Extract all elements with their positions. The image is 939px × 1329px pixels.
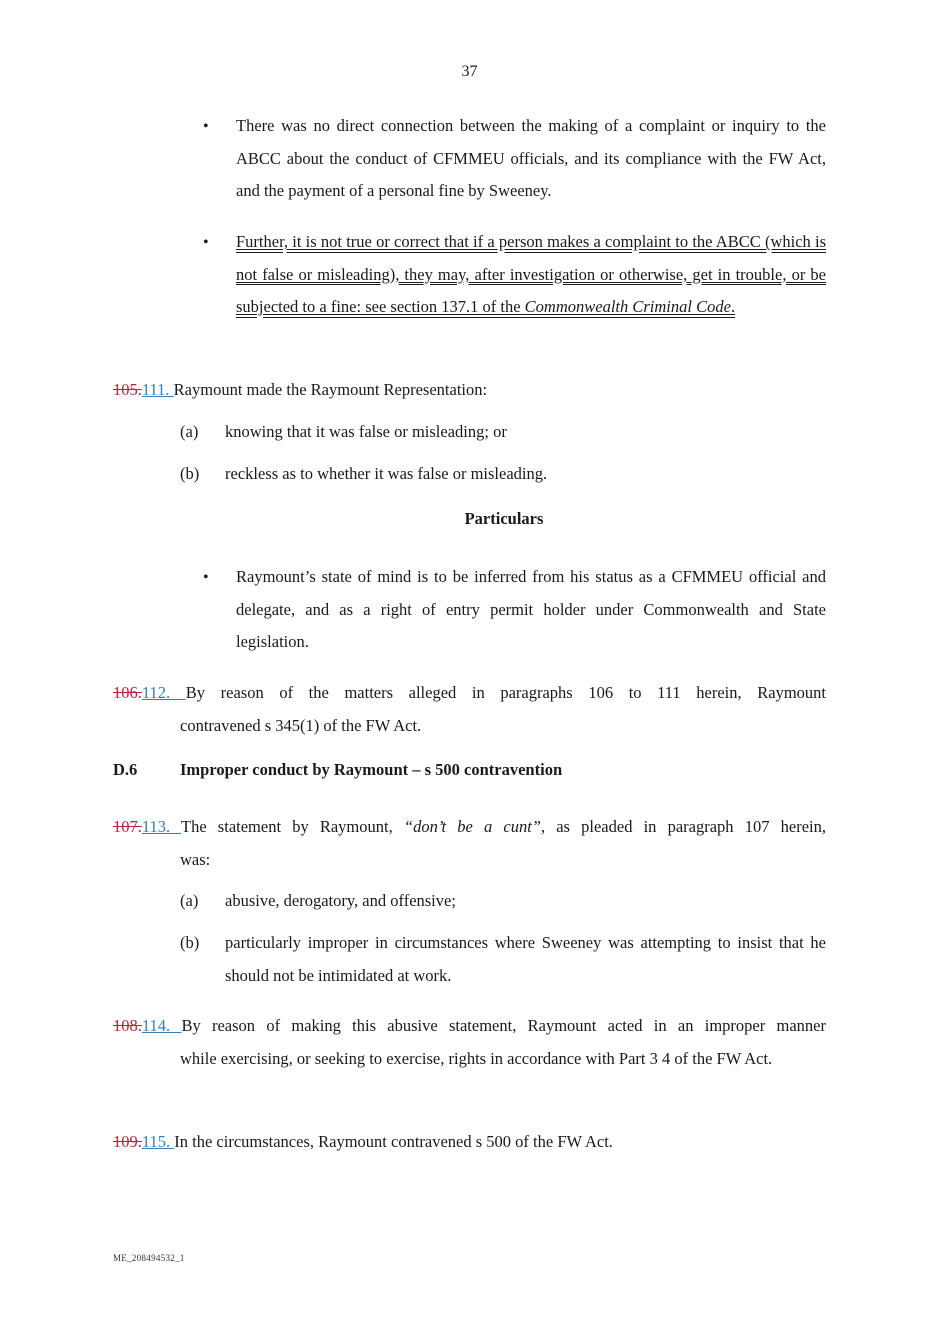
list-item-label: (b) xyxy=(180,933,200,952)
paragraph-114 xyxy=(113,1010,826,1075)
list-item-label: (a) xyxy=(180,422,199,441)
list-item-text: reckless as to whether it was false or misleading. xyxy=(225,464,548,483)
document-reference: ME_208494532_1 xyxy=(113,1253,185,1263)
inserted-paragraph-number: 114. xyxy=(141,1016,182,1035)
inserted-paragraph-number: 115. xyxy=(141,1132,175,1151)
section-title: Improper conduct by Raymount – s 500 contravention xyxy=(180,760,563,779)
paragraph-first-line xyxy=(113,1010,826,1043)
paragraph-text: The statement by Raymount, xyxy=(181,817,404,836)
bullet-icon: • xyxy=(203,118,209,135)
paragraph-continuation: was: xyxy=(180,849,211,869)
paragraph-text: In the circumstances, Raymount contravened s 500 of the FW Act. xyxy=(174,1132,613,1151)
deleted-paragraph-number: 109. xyxy=(113,1132,142,1151)
paragraph-text-end: , as pleaded in paragraph 107 herein, xyxy=(540,817,826,836)
inserted-paragraph-number: 112. xyxy=(141,683,186,702)
deleted-paragraph-number: 106. xyxy=(113,683,142,702)
inserted-text-italic: Commonwealth Criminal Code xyxy=(524,297,731,316)
list-item-label: (a) xyxy=(180,891,199,910)
list-item-text: particularly improper in circumstances where Sweeney was attempting to insist that he should not be intimidated at work. xyxy=(225,933,826,985)
paragraph-continuation: contravened s 345(1) of the FW Act. xyxy=(180,715,422,735)
paragraph-text: Raymount made the Raymount Representation: xyxy=(173,380,488,399)
particulars-heading: Particulars xyxy=(464,509,544,528)
inserted-paragraph-number: 111. xyxy=(141,380,174,399)
list-item-label: (b) xyxy=(180,464,200,483)
deleted-paragraph-number: 105. xyxy=(113,380,142,399)
paragraph-text: By reason of making this abusive statement, Raymount acted in an improper manner xyxy=(181,1016,826,1035)
paragraph-111 xyxy=(113,374,826,407)
paragraph-113 xyxy=(113,811,826,876)
paragraph-continuation: while exercising, or seeking to exercise, rights in accordance with Part 3 4 of the FW Act. xyxy=(180,1048,773,1068)
list-item-text: abusive, derogatory, and offensive; xyxy=(225,891,456,910)
bullet-icon: • xyxy=(203,234,209,251)
bullet-icon: • xyxy=(203,569,209,586)
paragraph-text: By reason of the matters alleged in paragraphs 106 to 111 herein, Raymount xyxy=(185,683,826,702)
section-number: D.6 xyxy=(113,760,138,779)
bullet-text: Raymount’s state of mind is to be inferred from his status as a CFMMEU official and delegate, and as a right of entry permit holder under Commonwealth and State legislation. xyxy=(236,567,826,651)
paragraph-115 xyxy=(113,1126,826,1159)
page-number: 37 xyxy=(461,63,478,80)
bullet-text: There was no direct connection between the making of a complaint or inquiry to the ABCC about the conduct of CFMMEU officials, and its compliance with the FW Act, and the payment of a personal fine by Sweeney. xyxy=(236,116,826,200)
paragraph-first-line xyxy=(113,811,826,844)
inserted-text: Further, it is not true or correct that if a person makes a complaint to the ABCC (which is not false or misleading), they may, after investigation or otherwise, get in trouble, or be subjected to a fine: see section 137.1 of the xyxy=(236,232,826,316)
inserted-text-end: . xyxy=(730,297,736,316)
deleted-paragraph-number: 107. xyxy=(113,817,142,836)
paragraph-first-line xyxy=(113,677,826,710)
deleted-paragraph-number: 108. xyxy=(113,1016,142,1035)
inserted-paragraph-number: 113. xyxy=(141,817,181,836)
quoted-statement: “don’t be a cunt” xyxy=(403,817,541,836)
bullet-text-inserted xyxy=(236,226,826,324)
paragraph-112 xyxy=(113,677,826,742)
list-item-text: knowing that it was false or misleading; or xyxy=(225,422,507,441)
